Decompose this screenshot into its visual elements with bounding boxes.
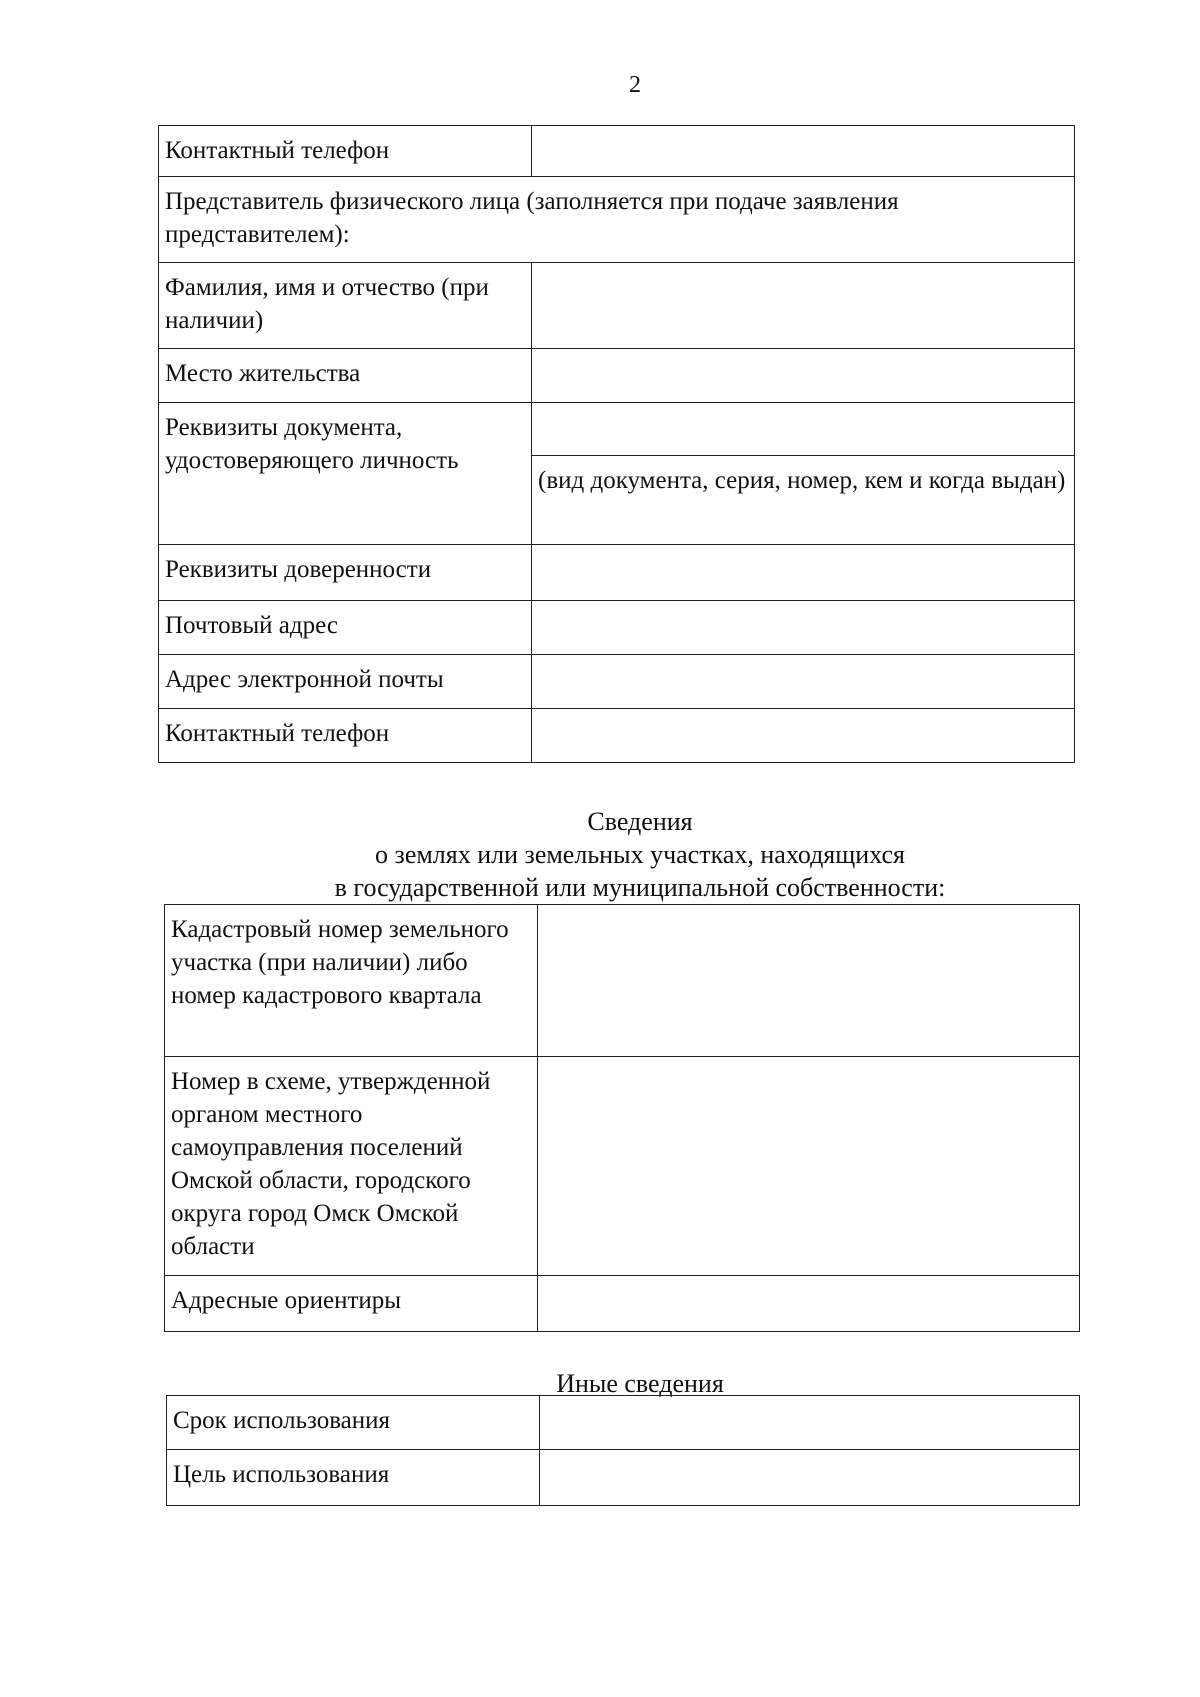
label-usage-purpose: Цель использования <box>167 1450 540 1506</box>
label-scheme-number: Номер в схеме, утвержденной органом местного самоуправления поселений Омской области, городского округа город Омск Омской области <box>165 1057 538 1276</box>
value-postal-address[interactable] <box>532 601 1075 655</box>
label-power-of-attorney: Реквизиты доверенности <box>159 545 532 601</box>
table-row <box>167 1450 1080 1506</box>
identity-document-input[interactable] <box>532 403 1074 456</box>
identity-document-hint: (вид документа, серия, номер, кем и когда выдан) <box>538 467 1066 494</box>
value-contact-phone-2[interactable] <box>532 709 1075 763</box>
value-address-landmarks[interactable] <box>538 1276 1080 1332</box>
label-representative-header: Представитель физического лица (заполняется при подаче заявления представителем): <box>159 177 1075 263</box>
value-power-of-attorney[interactable] <box>532 545 1075 601</box>
land-heading-line3: в государственной или муниципальной собственности: <box>334 873 946 902</box>
value-cadastral-number[interactable] <box>538 905 1080 1057</box>
table-row <box>159 263 1075 349</box>
page-number: 2 <box>629 72 641 98</box>
land-section-heading <box>0 805 1200 904</box>
table-row <box>159 545 1075 601</box>
table-row <box>159 655 1075 709</box>
land-heading-line2: о землях или земельных участках, находящихся <box>375 840 905 869</box>
value-full-name[interactable] <box>532 263 1075 349</box>
table-row <box>165 905 1080 1057</box>
table-row <box>165 1057 1080 1276</box>
label-address-landmarks: Адресные ориентиры <box>165 1276 538 1332</box>
label-residence: Место жительства <box>159 349 532 403</box>
land-table <box>164 904 1080 1332</box>
table-row <box>159 403 1075 545</box>
representative-table <box>158 125 1075 763</box>
value-scheme-number[interactable] <box>538 1057 1080 1276</box>
other-section-heading: Иные сведения <box>556 1369 724 1398</box>
table-row <box>159 601 1075 655</box>
label-postal-address: Почтовый адрес <box>159 601 532 655</box>
value-usage-purpose[interactable] <box>540 1450 1080 1506</box>
table-row <box>159 126 1075 177</box>
table-row <box>159 177 1075 263</box>
label-contact-phone-2: Контактный телефон <box>159 709 532 763</box>
other-info-table <box>166 1395 1080 1506</box>
label-full-name: Фамилия, имя и отчество (при наличии) <box>159 263 532 349</box>
value-identity-document <box>532 403 1075 545</box>
label-usage-term: Срок использования <box>167 1396 540 1450</box>
land-heading-line1: Сведения <box>587 807 693 836</box>
table-row <box>165 1276 1080 1332</box>
value-usage-term[interactable] <box>540 1396 1080 1450</box>
table-row <box>159 709 1075 763</box>
value-email[interactable] <box>532 655 1075 709</box>
table-row <box>159 349 1075 403</box>
label-identity-document: Реквизиты документа, удостоверяющего личность <box>159 403 532 545</box>
label-cadastral-number: Кадастровый номер земельного участка (при наличии) либо номер кадастрового квартала <box>165 905 538 1057</box>
value-contact-phone-1[interactable] <box>532 126 1075 177</box>
value-residence[interactable] <box>532 349 1075 403</box>
table-row <box>167 1396 1080 1450</box>
label-contact-phone-1: Контактный телефон <box>159 126 532 177</box>
label-email: Адрес электронной почты <box>159 655 532 709</box>
